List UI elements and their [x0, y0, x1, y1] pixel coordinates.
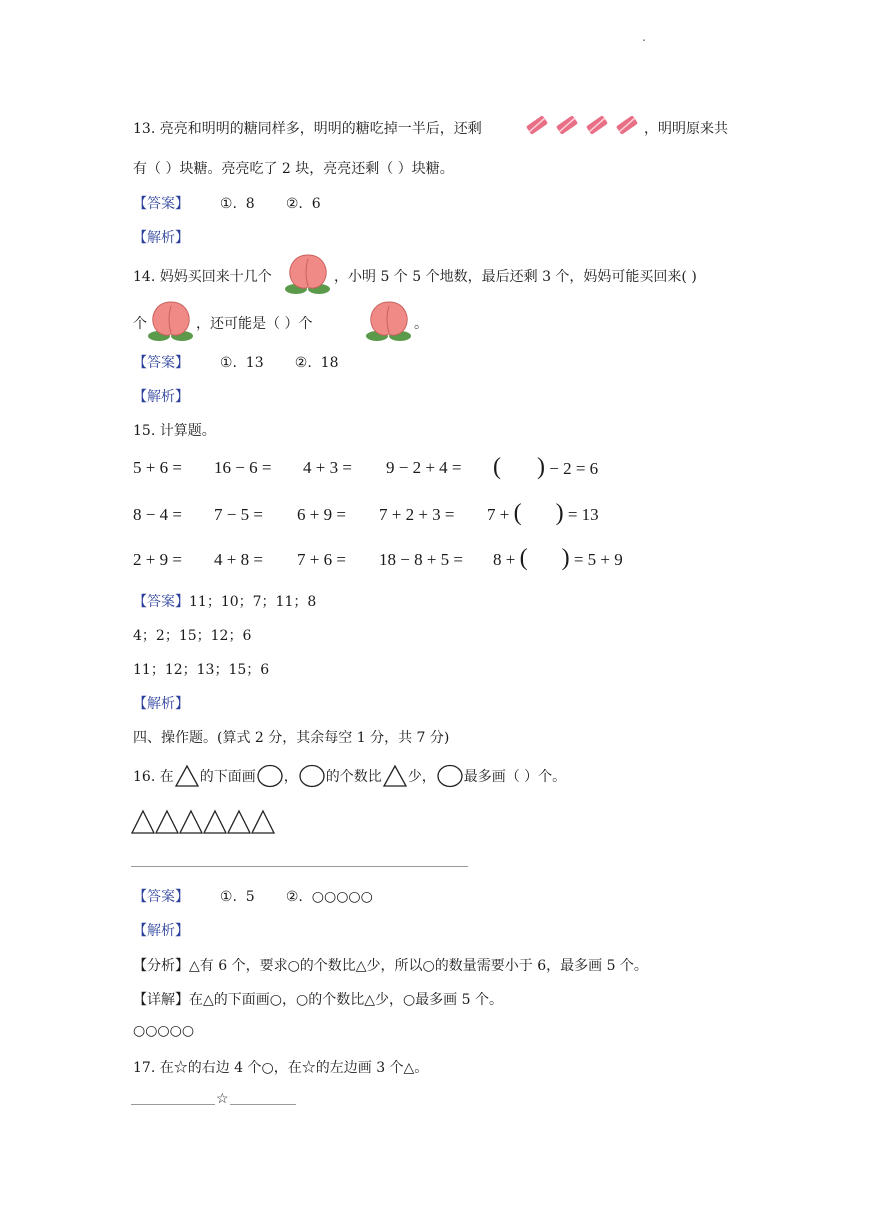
blank-paren-equation: 7 + ( ) = 13: [487, 500, 599, 526]
candy-icon: [526, 115, 548, 135]
equation-tail: − 2 = 6: [549, 459, 599, 478]
q16-text: 16. 在: [133, 769, 174, 785]
q15-answer: [133, 591, 316, 611]
equation: 5 + 6 =: [133, 458, 182, 477]
q16-analysis-tag: 【解析】: [133, 923, 189, 939]
candy-icon: [586, 115, 608, 135]
triangle-icon: [252, 811, 274, 833]
triangle-icon: [174, 764, 200, 788]
q15-title: 15. 计算题。: [133, 423, 216, 439]
equation: 4 + 3 =: [303, 458, 352, 477]
q14-line1-text-a: 14. 妈妈买回来十几个: [133, 269, 272, 285]
q15-answer-line: 11；12；13；15；6: [133, 662, 270, 678]
q13-answer-text: ①. 8 ②. 6: [219, 196, 321, 212]
equation-tail: = 13: [567, 505, 599, 524]
answer-tag: 【答案】: [133, 196, 189, 212]
candy-icons: [520, 108, 642, 142]
q16-circles: ○○○○○: [133, 1023, 195, 1039]
equation: 7 + 6 =: [297, 550, 346, 569]
q14-line2-a: 个: [133, 316, 147, 332]
q16-text: 少，: [407, 769, 436, 785]
circle-icon: [298, 764, 326, 788]
q16-text: 最多画（ ）个。: [463, 769, 567, 785]
equation: 18 − 8 + 5 =: [379, 550, 464, 569]
q13-line2: 有（ ）块糖。亮亮吃了 2 块，亮亮还剩（ ）块糖。: [133, 161, 454, 177]
q15-answer-line: 11；10；7；11；8: [189, 594, 317, 610]
equation: 6 + 9 =: [297, 505, 346, 524]
circle-icon: [256, 764, 284, 788]
equation: 7 + 2 + 3 =: [379, 505, 455, 524]
triangle-icon: [156, 811, 178, 833]
triangle-row: [131, 808, 279, 836]
triangle-icon: [228, 811, 250, 833]
blank-paren-equation: ( ) − 2 = 6: [493, 454, 599, 480]
q17-prompt: 17. 在☆的右边 4 个○，在☆的左边画 3 个△。: [133, 1060, 429, 1076]
q14-line2-b: ，还可能是（ ）个: [196, 316, 313, 332]
q16-text: 的个数比: [325, 769, 382, 785]
answer-line: [230, 1104, 296, 1105]
q16-text: ，: [283, 769, 298, 785]
q16-answer: [133, 886, 373, 906]
q14-answer-text: ①. 13 ②. 18: [219, 355, 339, 371]
equation-head: 7 +: [487, 505, 510, 524]
triangle-icon: [180, 811, 202, 833]
candy-group: [520, 108, 642, 142]
answer-line: [131, 866, 468, 867]
q15-analysis-tag: 【解析】: [133, 696, 189, 712]
q14-answer: [133, 352, 339, 372]
equation: 2 + 9 =: [133, 550, 182, 569]
triangle-icon: [382, 764, 408, 788]
q13-analysis-tag: 【解析】: [133, 230, 189, 246]
header-dot: .: [642, 30, 646, 44]
q14-line1-tail: ，小明 5 个 5 个地数，最后还剩 3 个，妈妈可能买回来( ): [334, 269, 697, 285]
answer-tag: 【答案】: [133, 889, 189, 905]
q16-fenxi: 【分析】△有 6 个，要求○的个数比△少，所以○的数量需要小于 6，最多画 5 个。: [133, 958, 648, 974]
equation: 16 − 6 =: [214, 458, 272, 477]
equation: 9 − 2 + 4 =: [386, 458, 462, 477]
triangle-icon: [132, 811, 154, 833]
answer-tag: 【答案】: [133, 355, 189, 371]
circle-icon: [436, 764, 464, 788]
peach-icon: [146, 298, 196, 344]
star-icon: ☆: [216, 1091, 229, 1107]
q15-answer-line: 4；2；15；12；6: [133, 628, 252, 644]
candy-icon: [556, 115, 578, 135]
q16-prompt: [133, 764, 566, 788]
q13-line1: [133, 118, 482, 138]
blank-paren-equation: 8 + ( ) = 5 + 9: [493, 545, 623, 571]
q14-analysis-tag: 【解析】: [133, 389, 189, 405]
equation: 8 − 4 =: [133, 505, 182, 524]
candy-icon: [616, 115, 638, 135]
answer-line: [131, 1104, 215, 1105]
section-title: 四、操作题。(算式 2 分，其余每空 1 分，共 7 分): [133, 730, 450, 746]
peach-icon: [283, 251, 333, 297]
equation-tail: = 5 + 9: [573, 550, 623, 569]
equation-head: 8 +: [493, 550, 516, 569]
q16-text: 的下面画: [199, 769, 256, 785]
q16-xiangjie: 【详解】在△的下面画○，○的个数比△少，○最多画 5 个。: [133, 992, 503, 1008]
q14-line1: [133, 266, 272, 286]
q13-line1-text-a: 13. 亮亮和明明的糖同样多，明明的糖吃掉一半后，还剩: [133, 121, 482, 137]
triangle-icon: [204, 811, 226, 833]
equation: 4 + 8 =: [214, 550, 263, 569]
peach-icon: [364, 298, 414, 344]
equation: 7 − 5 =: [214, 505, 263, 524]
q13-answer: [133, 193, 321, 213]
answer-tag: 【答案】: [133, 594, 189, 610]
q17-answer-area: [131, 1091, 296, 1107]
q14-line2-c: 。: [414, 316, 428, 332]
q13-line1-tail: ，明明原来共: [644, 121, 728, 137]
q16-answer-text: ①. 5 ②. ○○○○○: [219, 889, 373, 905]
